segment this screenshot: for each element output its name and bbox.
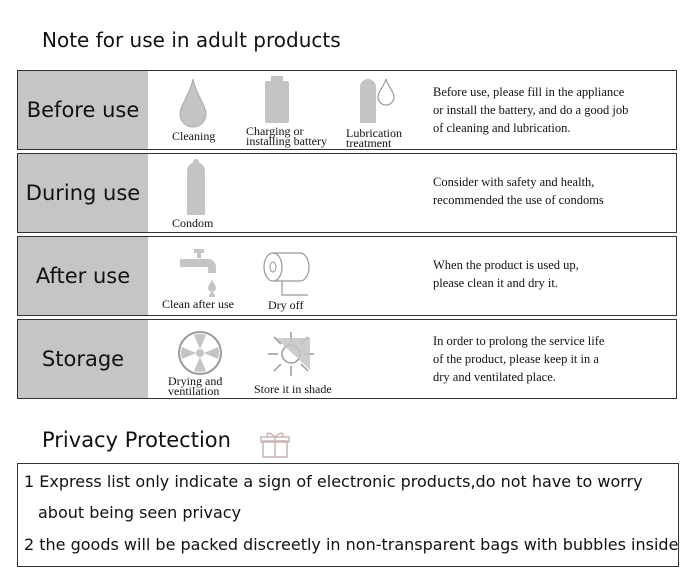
description-line: or install the battery, and do a good job xyxy=(433,103,629,117)
shade-icon xyxy=(266,330,316,378)
description-line: of the product, please keep it in a xyxy=(433,352,599,366)
row-description xyxy=(433,256,579,292)
row-label: Storage xyxy=(18,320,148,398)
description-line: recommended the use of condoms xyxy=(433,193,604,207)
icon-caption: Dry off xyxy=(268,298,304,312)
row-description xyxy=(433,332,604,386)
privacy-notes-box xyxy=(17,463,679,567)
caption-line: treatment xyxy=(346,136,392,150)
battery-icon xyxy=(262,75,292,125)
row-description xyxy=(433,83,628,137)
row-label: After use xyxy=(18,237,148,315)
icon-caption xyxy=(346,128,402,148)
icon-caption xyxy=(246,126,327,146)
caption-line: Drying and xyxy=(168,374,223,388)
caption-line: Charging or xyxy=(246,124,304,138)
icon-caption: Cleaning xyxy=(172,129,216,143)
row-after-use xyxy=(17,236,677,316)
description-line: When the product is used up, xyxy=(433,258,579,272)
fan-icon xyxy=(176,329,224,377)
row-storage xyxy=(17,319,677,399)
description-line: please clean it and dry it. xyxy=(433,276,558,290)
caption-line: installing battery xyxy=(246,134,327,148)
paper-roll-icon xyxy=(262,251,310,297)
lubrication-icon xyxy=(354,75,398,125)
gift-icon xyxy=(259,429,291,459)
caption-line: Lubrication xyxy=(346,126,402,140)
description-line: dry and ventilated place. xyxy=(433,370,556,384)
condom-icon xyxy=(183,159,209,217)
description-line: of cleaning and lubrication. xyxy=(433,121,571,135)
faucet-icon xyxy=(178,247,222,297)
privacy-title: Privacy Protection xyxy=(42,428,231,452)
icon-caption: Clean after use xyxy=(162,297,234,311)
description-line: Before use, please fill in the appliance xyxy=(433,85,625,99)
page-title: Note for use in adult products xyxy=(42,28,341,52)
privacy-line: 2 the goods will be packed discreetly in non-transparent bags with bubbles inside xyxy=(24,535,679,554)
row-during-use xyxy=(17,153,677,233)
privacy-line: about being seen privacy xyxy=(38,503,242,522)
description-line: In order to prolong the service life xyxy=(433,334,605,348)
caption-line: ventilation xyxy=(168,384,220,398)
icon-caption: Condom xyxy=(172,216,214,230)
row-label: Before use xyxy=(18,71,148,149)
row-before-use xyxy=(17,70,677,150)
icon-caption: Store it in shade xyxy=(254,382,332,396)
droplet-icon xyxy=(178,77,208,129)
row-label: During use xyxy=(18,154,148,232)
icon-caption xyxy=(168,376,222,396)
description-line: Consider with safety and health, xyxy=(433,175,595,189)
privacy-line: 1 Express list only indicate a sign of electronic products,do not have to worry xyxy=(24,472,643,491)
row-description xyxy=(433,173,604,209)
